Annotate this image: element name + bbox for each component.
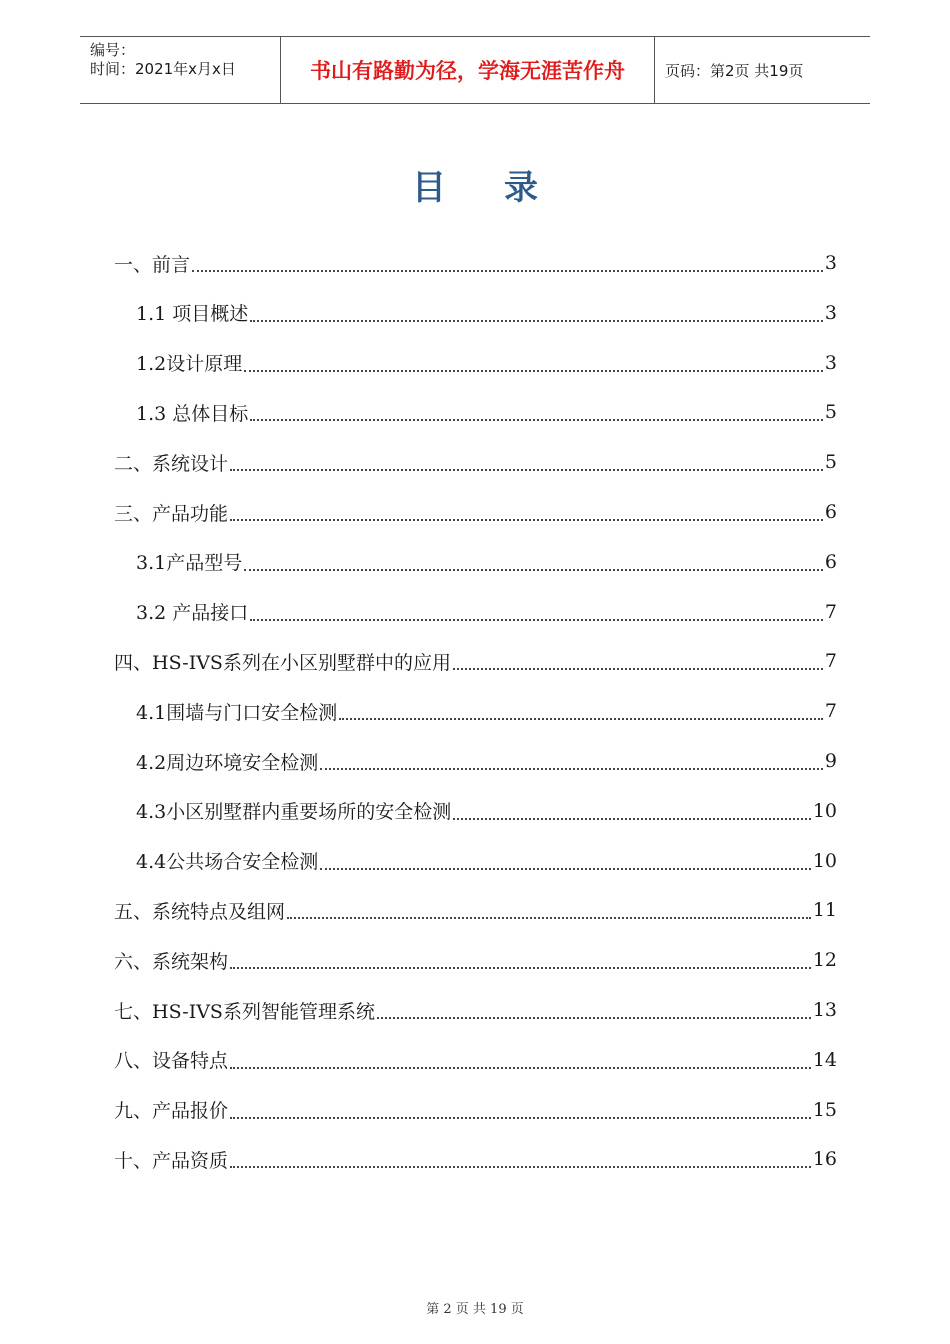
toc-entry-label: 九、产品报价: [114, 1100, 229, 1123]
toc-entry-page: 5: [824, 401, 837, 424]
toc-entry-page: 14: [812, 1048, 837, 1071]
toc-dot-leader: [230, 445, 823, 471]
toc-entry-page: 16: [812, 1148, 837, 1171]
toc-dot-leader: [453, 644, 823, 670]
toc-dot-leader: [230, 943, 811, 969]
toc-entry[interactable]: [136, 688, 837, 734]
toc-entry[interactable]: [136, 340, 837, 386]
toc-entry-page: 5: [824, 451, 837, 474]
toc-dot-leader: [230, 495, 823, 521]
toc-dot-leader: [192, 246, 823, 272]
toc-dot-leader: [244, 545, 823, 571]
toc-entry-label: 4.2周边环境安全检测: [136, 751, 319, 774]
toc-entry-label: 七、HS-IVS系列智能管理系统: [114, 1000, 375, 1023]
header-meta: [80, 37, 281, 103]
toc-entry[interactable]: [114, 987, 837, 1033]
toc-dot-leader: [250, 395, 823, 421]
toc-entry-page: 13: [812, 999, 837, 1021]
toc-entry-label: 一、前言: [114, 253, 191, 276]
toc-entry-page: 15: [812, 1098, 837, 1121]
toc-entry[interactable]: [114, 638, 837, 684]
toc-entry-label: 3.2 产品接口: [136, 602, 249, 625]
toc-entry-label: 3.1产品型号: [136, 552, 243, 575]
toc-entry-label: 1.3 总体目标: [136, 402, 249, 425]
header-page-label: 页码：第2页 共19页: [665, 61, 804, 80]
toc-entry[interactable]: [114, 439, 837, 485]
toc-entry-page: 6: [824, 550, 837, 573]
toc-entry[interactable]: [136, 539, 837, 585]
toc-dot-leader: [230, 1142, 811, 1168]
toc-entry-label: 4.1围墙与门口安全检测: [136, 701, 338, 724]
toc-entry-label: 4.3小区别墅群内重要场所的安全检测: [136, 801, 452, 824]
toc-dot-leader: [377, 993, 811, 1019]
toc-dot-leader: [250, 296, 823, 322]
toc-entry[interactable]: [114, 887, 837, 933]
toc-dot-leader: [230, 1093, 811, 1119]
toc-entry[interactable]: [114, 1136, 837, 1182]
toc-entry[interactable]: [114, 240, 837, 286]
header-time-label: 时间：2021年x月x日: [90, 60, 236, 78]
toc-entry-page: 9: [824, 750, 837, 772]
toc-entry-page: 11: [812, 899, 837, 922]
toc-entry-page: 6: [824, 501, 837, 523]
toc-entry[interactable]: [114, 489, 837, 535]
toc-entry-label: 四、HS-IVS系列在小区别墅群中的应用: [114, 651, 451, 674]
toc-dot-leader: [250, 595, 823, 621]
toc-entry[interactable]: [136, 838, 837, 884]
toc-entry[interactable]: [136, 788, 837, 834]
toc-entry-page: 7: [824, 700, 837, 723]
toc-entry-label: 4.4公共场合安全检测: [136, 851, 319, 874]
toc-entry[interactable]: [114, 937, 837, 983]
toc-entry-page: 10: [812, 849, 837, 872]
toc-entry[interactable]: [136, 290, 837, 336]
toc-entry-page: 7: [824, 600, 837, 623]
toc-dot-leader: [320, 744, 823, 770]
toc-dot-leader: [244, 346, 823, 372]
toc-entry[interactable]: [136, 589, 837, 635]
toc-dot-leader: [339, 694, 823, 720]
toc-entry-label: 1.2设计原理: [136, 353, 243, 376]
page-footer: 第 2 页 共 19 页: [426, 1302, 524, 1317]
toc-entry-page: 7: [824, 650, 837, 673]
toc-dot-leader: [230, 1043, 811, 1069]
toc-entry-label: 六、系统架构: [114, 950, 229, 973]
toc-entry-page: 10: [812, 799, 837, 822]
toc-entry[interactable]: [136, 389, 837, 435]
toc-entry-page: 3: [824, 252, 837, 274]
toc-entry-page: 3: [824, 351, 837, 374]
toc-entry-label: 十、产品资质: [114, 1149, 229, 1172]
toc-dot-leader: [453, 794, 811, 820]
toc-entry-label: 三、产品功能: [114, 502, 229, 525]
header-number-label: 编号：: [90, 41, 136, 59]
toc-dot-leader: [320, 844, 811, 870]
toc-entry-page: 12: [812, 949, 837, 972]
toc-title: 目录: [412, 168, 596, 208]
toc-entry-page: 3: [824, 301, 837, 324]
toc-entry[interactable]: [114, 1037, 837, 1083]
toc-entry[interactable]: [136, 738, 837, 784]
page-header: [80, 36, 870, 104]
toc-entry-label: 二、系统设计: [114, 452, 229, 475]
toc-entry[interactable]: [114, 1087, 837, 1133]
header-motto: 书山有路勤为径，学海无涯苦作舟: [281, 37, 655, 103]
toc-entry-label: 八、设备特点: [114, 1050, 229, 1073]
toc-entry-label: 1.1 项目概述: [136, 303, 249, 326]
toc-dot-leader: [287, 893, 811, 919]
toc-entry-label: 五、系统特点及组网: [114, 900, 286, 923]
